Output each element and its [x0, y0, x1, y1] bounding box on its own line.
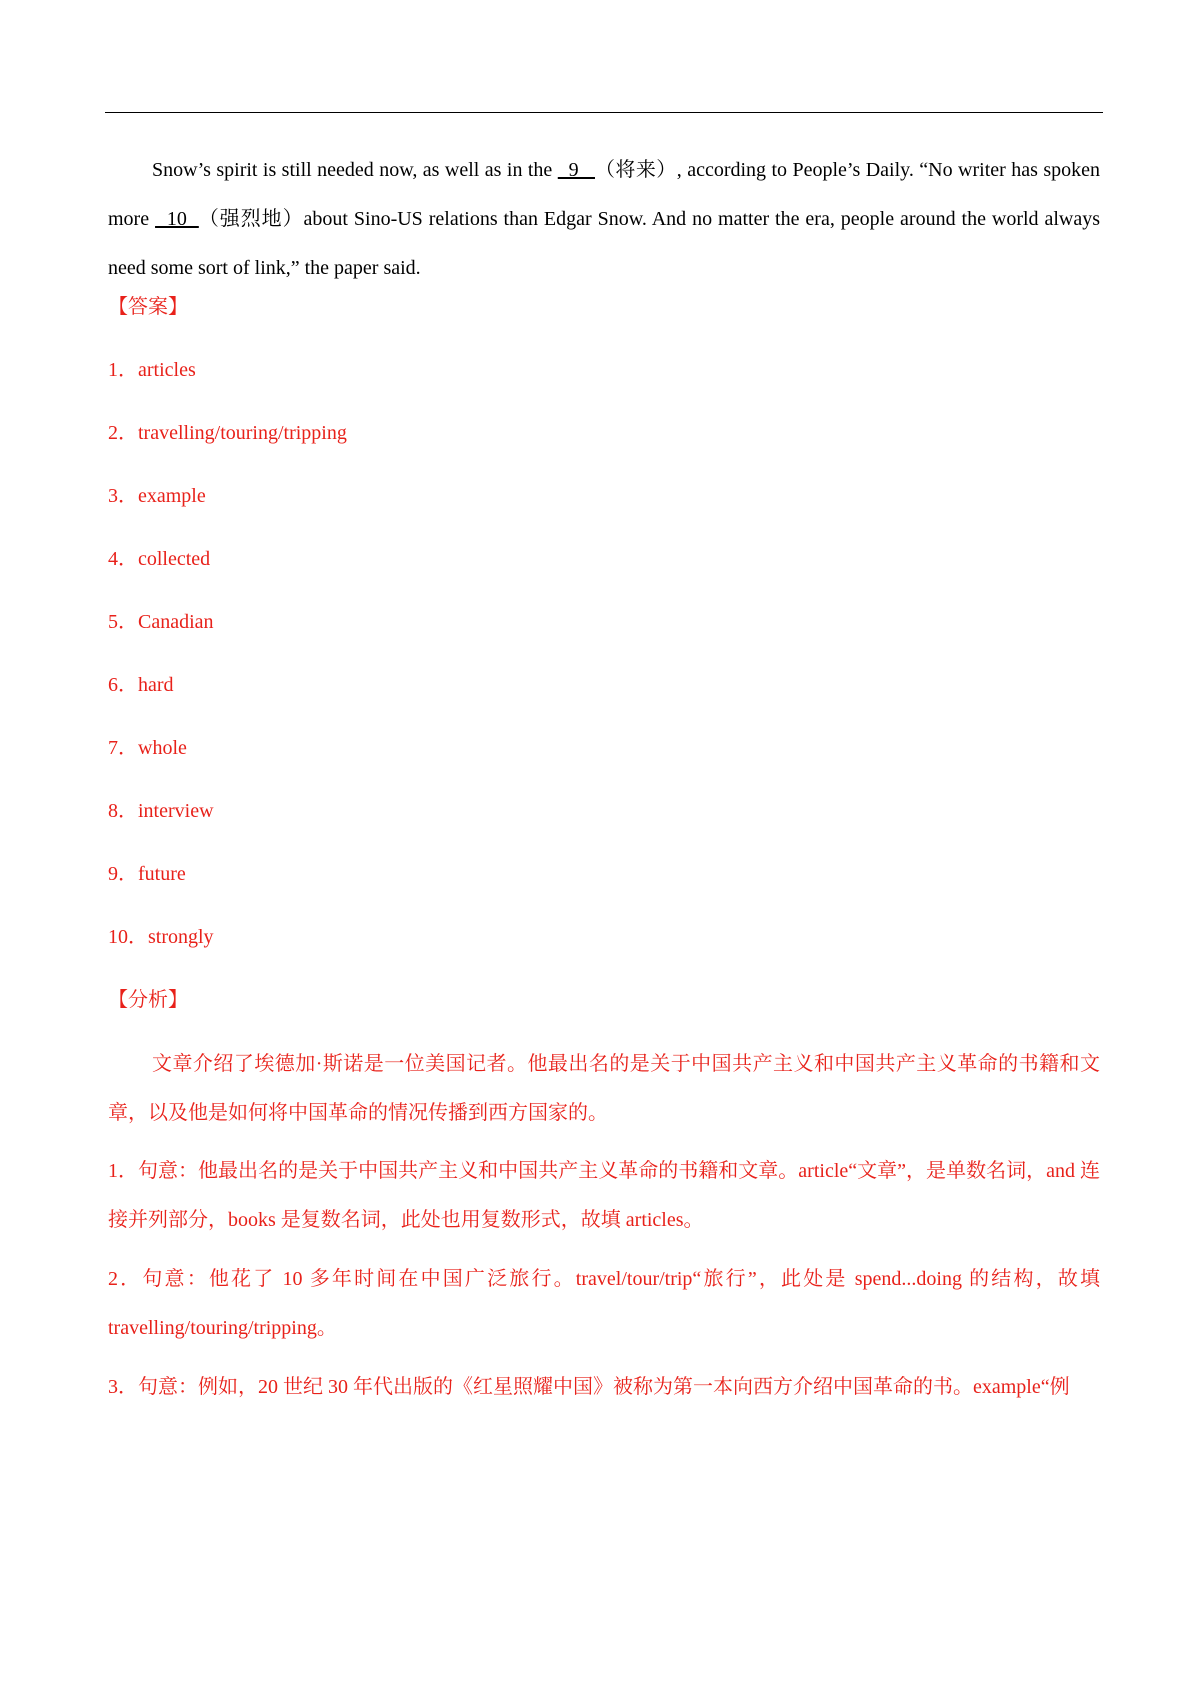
explanation-text: 3．句意：例如，20 世纪 30 年代出版的《红星照耀中国》被称为第一本向西方介绍中国革命的书。example“例	[108, 1376, 1070, 1398]
answer-number: 3．	[108, 485, 138, 507]
answer-item	[108, 735, 187, 761]
analysis-heading: 【分析】	[108, 989, 188, 1011]
answer-number: 10．	[108, 926, 148, 948]
explanation-text: 1．句意：他最出名的是关于中国共产主义和中国共产主义革命的书籍和文章。article“文章”，是单数名词，and 连接并列部分，books 是复数名词，此处也用复数形式，故填 articles。	[108, 1160, 1100, 1231]
answer-item	[108, 609, 214, 635]
answer-text: example	[138, 485, 206, 507]
answer-text: whole	[138, 737, 187, 759]
answer-item	[108, 672, 174, 698]
answer-number: 9．	[108, 863, 138, 885]
answer-item	[108, 546, 210, 572]
blank-9: 9	[557, 159, 595, 181]
analysis-intro	[108, 1040, 1100, 1138]
answer-item	[108, 861, 186, 887]
hint-9: （将来）	[594, 159, 677, 181]
blank-10: 10	[155, 208, 199, 230]
answer-item	[108, 924, 214, 950]
answer-number: 2．	[108, 422, 138, 444]
answer-text: future	[138, 863, 186, 885]
answer-text: hard	[138, 674, 174, 696]
answer-item	[108, 357, 196, 383]
explanation-item	[108, 1363, 1100, 1412]
answer-number: 5．	[108, 611, 138, 633]
passage	[108, 146, 1100, 293]
answer-text: strongly	[148, 926, 214, 948]
answer-text: interview	[138, 800, 214, 822]
explanation-text: 2．句意：他花了 10 多年时间在中国广泛旅行。travel/tour/trip“旅行”，此处是 spend...doing 的结构，故填 travelling/touring/tripping。	[108, 1268, 1100, 1339]
answer-number: 4．	[108, 548, 138, 570]
answer-number: 6．	[108, 674, 138, 696]
answer-heading: 【答案】	[108, 296, 188, 318]
answer-item	[108, 798, 214, 824]
answer-text: travelling/touring/tripping	[138, 422, 347, 444]
explanation-item	[108, 1147, 1100, 1245]
answer-item	[108, 483, 206, 509]
answer-number: 8．	[108, 800, 138, 822]
answer-number: 7．	[108, 737, 138, 759]
passage-paragraph	[108, 146, 1100, 293]
passage-text-3: about Sino-US relations than Edgar Snow. And no matter the era, people around the world always need some sort of link,” the paper said.	[108, 208, 1101, 279]
explanation-item	[108, 1255, 1100, 1353]
passage-text-2: , according to People’s Daily. “No writer has spoken more	[108, 159, 1101, 230]
passage-text-1: Snow’s spirit is still needed now, as well as in the	[152, 159, 558, 181]
hint-10: （强烈地）	[198, 208, 304, 230]
answer-item	[108, 420, 347, 446]
header-rule	[105, 112, 1103, 113]
answer-text: articles	[138, 359, 196, 381]
answer-text: collected	[138, 548, 211, 570]
answer-text: Canadian	[138, 611, 214, 633]
analysis-intro-text: 文章介绍了埃德加·斯诺是一位美国记者。他最出名的是关于中国共产主义和中国共产主义革命的书籍和文章，以及他是如何将中国革命的情况传播到西方国家的。	[108, 1053, 1100, 1124]
answer-number: 1．	[108, 359, 138, 381]
